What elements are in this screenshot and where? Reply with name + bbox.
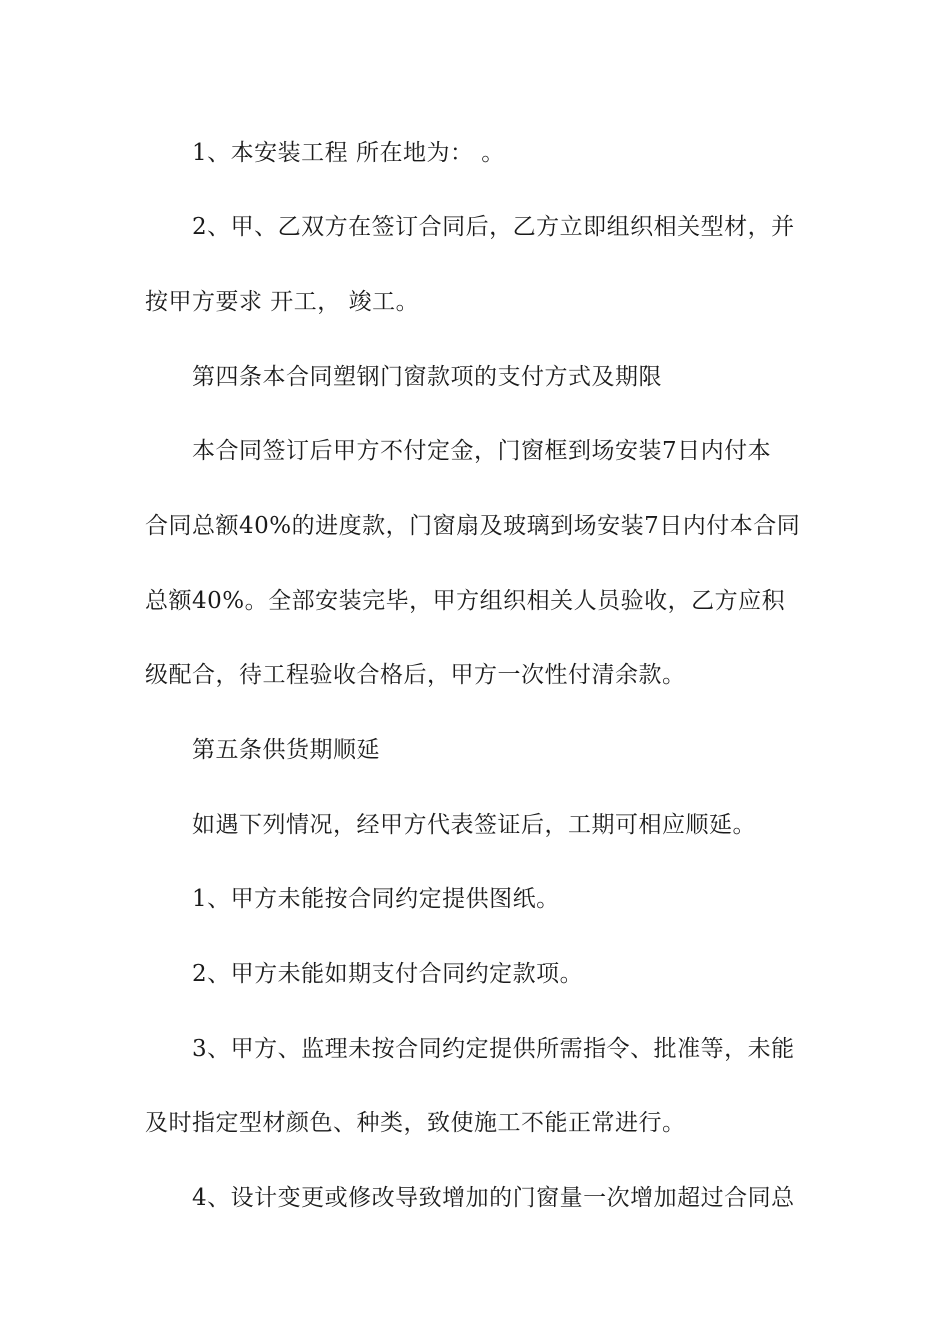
clause-item-location: 1、本安装工程 所在地为： 。 [192, 140, 505, 166]
clause-item-schedule: 2、甲、乙双方在签订合同后，乙方立即组织相关型材，并 [192, 214, 795, 240]
clause-item-schedule-cont: 按甲方要求 开工， 竣工。 [145, 289, 420, 315]
extension-item-1: 1、甲方未能按合同约定提供图纸。 [192, 886, 560, 912]
extension-item-3: 3、甲方、监理未按合同约定提供所需指令、批准等，未能 [192, 1036, 795, 1062]
article-five-heading: 第五条供货期顺延 [192, 737, 380, 763]
extension-item-3-cont: 及时指定型材颜色、种类，致使施工不能正常进行。 [145, 1110, 686, 1136]
payment-paragraph-line-1: 本合同签订后甲方不付定金，门窗框到场安装7日内付本 [192, 438, 772, 464]
payment-paragraph-line-4: 级配合，待工程验收合格后，甲方一次性付清余款。 [145, 662, 686, 688]
article-four-heading: 第四条本合同塑钢门窗款项的支付方式及期限 [192, 364, 662, 390]
extension-item-4: 4、设计变更或修改导致增加的门窗量一次增加超过合同总 [192, 1185, 795, 1211]
payment-paragraph-line-3: 总额40%。全部安装完毕，甲方组织相关人员验收，乙方应积 [145, 588, 786, 614]
extension-intro: 如遇下列情况，经甲方代表签证后，工期可相应顺延。 [192, 812, 756, 838]
payment-paragraph-line-2: 合同总额40%的进度款，门窗扇及玻璃到场安装7日内付本合同 [145, 513, 801, 539]
extension-item-2: 2、甲方未能如期支付合同约定款项。 [192, 961, 584, 987]
